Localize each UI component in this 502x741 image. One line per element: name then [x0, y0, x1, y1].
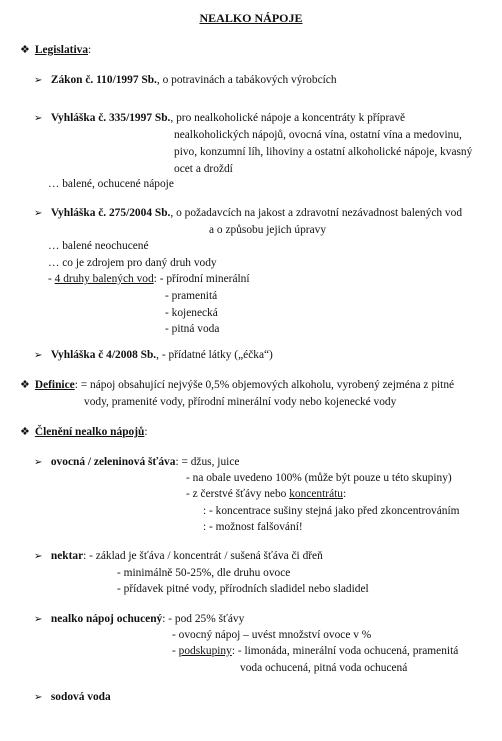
zakon-110-desc: , o potravinách a tabákových výrobcích: [156, 74, 337, 86]
vyhlaska-275-line-2: a o způsobu jejich úpravy: [209, 224, 327, 236]
vyhlaska-335-line-4: ocet a droždí: [174, 163, 233, 175]
section-legislativa: [20, 42, 91, 60]
nektar-line-1: - minimálně 50-25%, dle druhu ovoce: [117, 567, 291, 579]
item-vyhlaska-275: [34, 205, 462, 223]
vyhlaska-335-desc: , pro nealkoholické nápoje a koncentráty k přípravě: [170, 112, 406, 124]
item-stava: [34, 454, 239, 472]
cleneni-colon: :: [144, 426, 148, 438]
vyhlaska-275-desc: , o požadavcích na jakost a zdravotní nezávadnost balených vod: [170, 207, 463, 219]
arrow-bullet-icon: ➢: [34, 350, 43, 361]
druh-kojenecka: - kojenecká: [165, 307, 218, 319]
arrow-bullet-icon: ➢: [34, 551, 43, 562]
vyhlaska-335-line-2: nealkoholických nápojů, ovocná vína, ostatní vína a medovinu,: [174, 129, 462, 141]
section-definice: [20, 377, 454, 395]
druh-prirodni: - přírodní minerální: [159, 273, 250, 285]
stava-sub-2: : - možnost falšování!: [203, 521, 303, 533]
vyhlaska-335-note: … balené, ochucené nápoje: [48, 178, 174, 190]
item-vyhlaska-335: [34, 110, 405, 128]
koncentrat-colon: :: [343, 488, 347, 500]
vyhlaska-275-title: Vyhláška č. 275/2004 Sb.: [50, 207, 171, 219]
podskupiny-prefix: -: [172, 645, 179, 657]
nektar-line-2: - přídavek pitné vody, přírodních sladidel nebo sladidel: [117, 583, 369, 595]
vyhlaska-335-line-3: pivo, konzumní líh, lihoviny a ostatní alkoholické nápoje, kvasný: [174, 146, 473, 158]
arrow-bullet-icon: ➢: [34, 208, 43, 219]
ochuceny-line-1: - ovocný nápoj – uvést množství ovoce v %: [172, 629, 372, 641]
podskupiny-label: podskupiny: [178, 645, 232, 657]
diamond-bullet-icon: ❖: [20, 426, 30, 438]
item-sodova: [34, 689, 111, 707]
diamond-bullet-icon: ❖: [20, 44, 30, 56]
legislativa-colon: :: [88, 44, 92, 56]
arrow-bullet-icon: ➢: [34, 113, 43, 124]
vyhlaska-4-title: Vyhláška č 4/2008 Sb.: [50, 349, 157, 361]
diamond-bullet-icon: ❖: [20, 379, 30, 391]
stava-line-1: - na obale uvedeno 100% (může být pouze u této skupiny): [186, 472, 452, 484]
item-nektar: [34, 548, 323, 566]
ochuceny-title: nealko nápoj ochucený: [50, 613, 163, 625]
druh-pramenita: - pramenitá: [165, 290, 218, 302]
nektar-desc: : - základ je šťáva / koncentrát / sušená šťáva či dřeň: [83, 550, 323, 562]
nektar-title: nektar: [50, 550, 84, 562]
ochuceny-desc: : - pod 25% šťávy: [162, 613, 245, 625]
stava-line-2-text: - z čerstvé šťávy nebo: [186, 488, 290, 500]
sodova-title: sodová voda: [50, 691, 111, 703]
vyhlaska-275-note-1: … balené neochucené: [48, 240, 149, 252]
stava-title: ovocná / zeleninová šťáva: [50, 456, 176, 468]
item-vyhlaska-4-2008: [34, 347, 273, 365]
druhy-vod-label: 4 druhy balených vod: [54, 273, 154, 285]
druhy-colon: :: [153, 273, 157, 285]
legislativa-heading: Legislativa: [34, 44, 89, 56]
item-ochuceny: [34, 611, 244, 629]
definice-text-1: : = nápoj obsahující nejvýše 0,5% objemových alkoholu, vyrobený zejména z pitné: [74, 379, 455, 391]
definice-text-2: vody, pramenité vody, přírodní minerální vody nebo kojenecké vody: [84, 396, 397, 408]
vyhlaska-335-title: Vyhláška č. 335/1997 Sb.: [50, 112, 171, 124]
podskupiny-line: [172, 643, 458, 661]
stava-line-2: [186, 486, 346, 504]
druhy-prefix: -: [48, 273, 55, 285]
vyhlaska-275-note-2: … co je zdrojem pro daný druh vody: [48, 257, 217, 269]
arrow-bullet-icon: ➢: [34, 692, 43, 703]
stava-sub-1: : - koncentrace sušiny stejná jako před zkoncentrováním: [203, 505, 460, 517]
arrow-bullet-icon: ➢: [34, 614, 43, 625]
arrow-bullet-icon: ➢: [34, 75, 43, 86]
koncentrat-label: koncentrátu: [289, 488, 344, 500]
podskupiny-cont: voda ochucená, pitná voda ochucená: [240, 662, 408, 674]
vyhlaska-4-desc: , - přídatné látky („éčka“): [156, 349, 273, 361]
podskupiny-desc: : - limonáda, minerální voda ochucená, pramenitá: [231, 645, 459, 657]
definice-heading: Definice: [34, 379, 75, 391]
arrow-bullet-icon: ➢: [34, 457, 43, 468]
druhy-vod-line: [48, 271, 250, 289]
item-zakon-110: [34, 72, 337, 90]
page-title: NEALKO NÁPOJE: [199, 11, 303, 25]
stava-desc: : = džus, juice: [175, 456, 240, 468]
druh-pitna: - pitná voda: [165, 323, 220, 335]
cleneni-heading: Členění nealko nápojů: [34, 426, 145, 438]
zakon-110-title: Zákon č. 110/1997 Sb.: [50, 74, 157, 86]
section-cleneni: [20, 424, 148, 442]
